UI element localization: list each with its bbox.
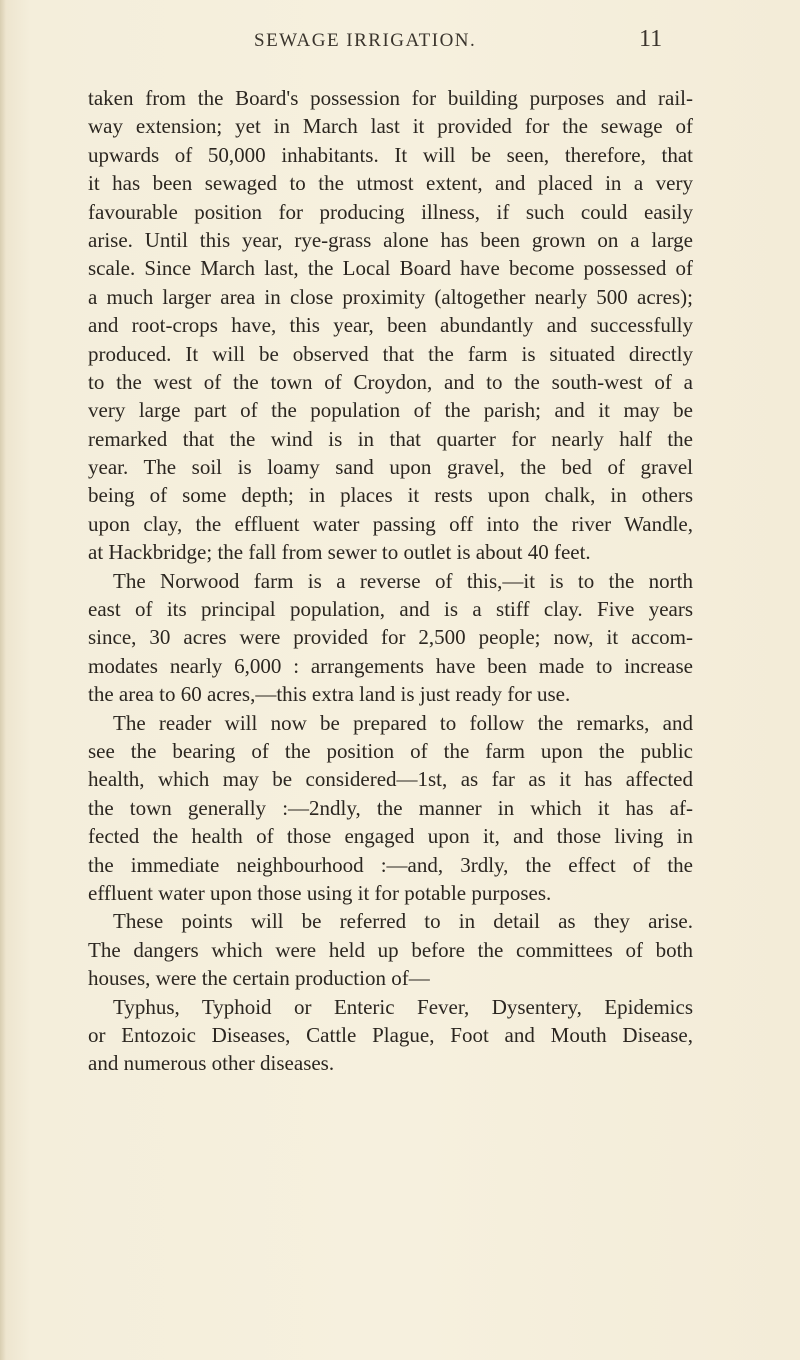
- paragraph: [88, 84, 693, 567]
- running-head: [0, 24, 800, 64]
- text-line: arise. Until this year, rye-grass alone has been grown on a large: [88, 227, 693, 252]
- page-gutter-shadow: [0, 0, 6, 1360]
- text-line: way extension; yet in March last it provided for the sewage of: [88, 114, 693, 139]
- text-line: and numerous other diseases.: [88, 1051, 335, 1076]
- page-number: 11: [639, 26, 663, 52]
- paragraph: [88, 709, 693, 908]
- text-line: taken from the Board's possession for building purposes and rail-: [88, 86, 693, 110]
- text-line: remarked that the wind is in that quarter for nearly half the: [88, 426, 693, 451]
- text-line: year. The soil is loamy sand upon gravel, the bed of gravel: [88, 455, 693, 480]
- text-line: to the west of the town of Croydon, and to the south-west of a: [88, 369, 693, 394]
- paragraph: [88, 567, 693, 709]
- text-line: scale. Since March last, the Local Board have become possessed of: [88, 256, 693, 281]
- text-line: effluent water upon those using it for potable purposes.: [88, 880, 552, 905]
- text-line: see the bearing of the position of the farm upon the public: [88, 738, 693, 763]
- text-line: favourable position for producing illness, if such could easily: [88, 199, 693, 224]
- text-line: The reader will now be prepared to follow the remarks, and: [113, 710, 693, 735]
- text-line: the area to 60 acres,—this extra land is just ready for use.: [88, 682, 571, 707]
- text-line: Typhus, Typhoid or Enteric Fever, Dysentery, Epidemics: [113, 994, 693, 1019]
- text-line: the immediate neighbourhood :—and, 3rdly, the effect of the: [88, 852, 693, 877]
- text-line: produced. It will be observed that the farm is situated directly: [88, 341, 693, 366]
- text-line: east of its principal population, and is a stiff clay. Five years: [88, 597, 693, 622]
- text-line: These points will be referred to in detail as they arise.: [113, 909, 693, 934]
- running-head-title: SEWAGE IRRIGATION.: [254, 30, 477, 51]
- text-line: The Norwood farm is a reverse of this,—it is to the north: [113, 568, 693, 593]
- text-line: or Entozoic Diseases, Cattle Plague, Foot and Mouth Disease,: [88, 1022, 693, 1047]
- text-line: at Hackbridge; the fall from sewer to outlet is about 40 feet.: [88, 540, 591, 565]
- text-line: very large part of the population of the parish; and it may be: [88, 398, 693, 423]
- paragraph: [88, 993, 693, 1078]
- text-line: modates nearly 6,000 : arrangements have been made to increase: [88, 653, 693, 678]
- text-line: fected the health of those engaged upon it, and those living in: [88, 824, 693, 849]
- text-line: since, 30 acres were provided for 2,500 people; now, it accom-: [88, 625, 693, 650]
- text-line: The dangers which were held up before the committees of both: [88, 937, 693, 962]
- paragraph: [88, 907, 693, 992]
- text-line: being of some depth; in places it rests upon chalk, in others: [88, 483, 693, 508]
- text-line: a much larger area in close proximity (altogether nearly 500 acres);: [88, 284, 693, 309]
- text-line: the town generally :—2ndly, the manner in which it has af-: [88, 795, 693, 820]
- text-line: health, which may be considered—1st, as far as it has affected: [88, 767, 693, 792]
- text-line: houses, were the certain production of—: [88, 966, 430, 991]
- text-line: and root-crops have, this year, been abundantly and successfully: [88, 313, 693, 338]
- body-text: [88, 84, 693, 1078]
- text-line: it has been sewaged to the utmost extent, and placed in a very: [88, 171, 693, 196]
- text-line: upon clay, the effluent water passing off into the river Wandle,: [88, 511, 693, 536]
- text-line: upwards of 50,000 inhabitants. It will be seen, therefore, that: [88, 142, 693, 167]
